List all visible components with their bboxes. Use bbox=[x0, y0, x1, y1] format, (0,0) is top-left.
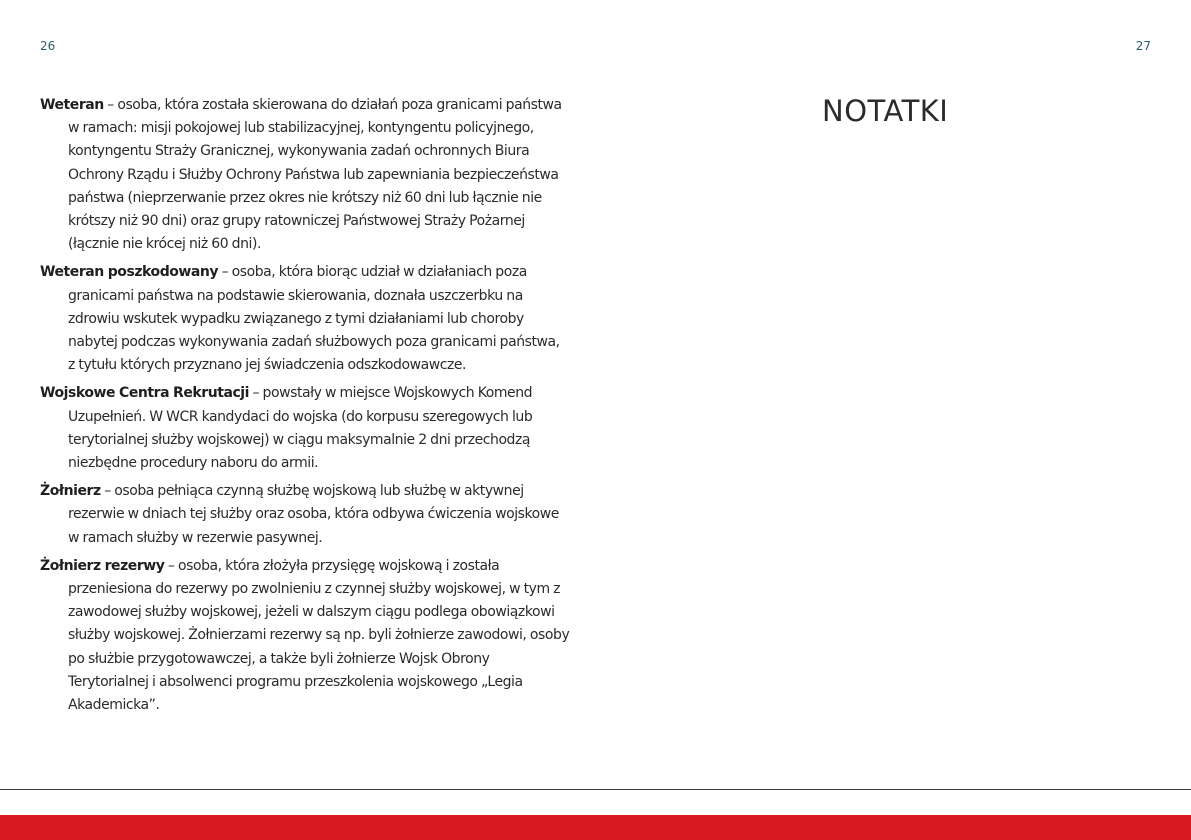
glossary-definition: – osoba, która złożyła przysięgę wojskową i została przeniesiona do rezerwy po zwolnieniu z czynnej służby wojskowej, w tym z zawodowej służby wojskowej, jeżeli w dalszym ciągu podlega obowiązkowi służby wojskowej. Żołnierzami rezerwy są np. byli żołnierze zawodowi, osoby po służbie przygotowawczej, a także byli żołnierze Wojsk Obrony Terytorialnej i absolwenci programu przeszkolenia wojskowego „Legia Akademicka”. bbox=[68, 557, 570, 714]
glossary-entry bbox=[40, 94, 570, 256]
glossary-definition: – osoba, która została skierowana do działań poza granicami państwa w ramach: misji pokojowej lub stabilizacyjnej, kontyngentu policyjnego, kontyngentu Straży Granicznej, wykonywania zadań ochronnych Biura Ochrony Rządu i Służby Ochrony Państwa lub zapewniania bezpieczeństwa państwa (nieprzerwanie przez okres nie krótszy niż 60 dni lub łącznie nie krótszy niż 90 dni) oraz grupy ratowniczej Państwowej Straży Pożarnej (łącznie nie krócej niż 60 dni). bbox=[68, 97, 562, 253]
glossary-term: Weteran poszkodowany bbox=[40, 264, 219, 281]
footer-band bbox=[0, 815, 1191, 840]
glossary-entry bbox=[40, 555, 570, 717]
glossary-entry bbox=[40, 261, 570, 377]
footer-divider bbox=[0, 789, 1191, 790]
glossary-definition: – osoba pełniąca czynną służbę wojskową lub służbę w aktywnej rezerwie w dniach tej służby oraz osoba, która odbywa ćwiczenia wojskowe w ramach służby w rezerwie pasywnej. bbox=[68, 483, 559, 546]
notes-title: NOTATKI bbox=[822, 94, 949, 128]
glossary-definition: – powstały w miejsce Wojskowych Komend Uzupełnień. W WCR kandydaci do wojska (do korpusu szeregowych lub terytorialnej służby wojskowej) w ciągu maksymalnie 2 dni przechodzą niezbędne procedury naboru do armii. bbox=[68, 385, 533, 472]
glossary-entry bbox=[40, 382, 570, 475]
page-number-right: 27 bbox=[1135, 39, 1151, 53]
glossary-term: Wojskowe Centra Rekrutacji bbox=[40, 385, 249, 402]
glossary-term: Żołnierz rezerwy bbox=[40, 557, 165, 574]
glossary-entry bbox=[40, 480, 570, 550]
glossary-term: Żołnierz bbox=[40, 483, 101, 500]
page-number-left: 26 bbox=[40, 39, 56, 53]
glossary bbox=[40, 94, 570, 722]
glossary-term: Weteran bbox=[40, 97, 104, 113]
glossary-definition: – osoba, która biorąc udział w działaniach poza granicami państwa na podstawie skierowania, doznała uszczerbku na zdrowiu wskutek wypadku związanego z tymi działaniami lub choroby nabytej podczas wykonywania zadań służbowych poza granicami państwa, z tytułu których przyznano jej świadczenia odszkodowawcze. bbox=[68, 264, 560, 374]
